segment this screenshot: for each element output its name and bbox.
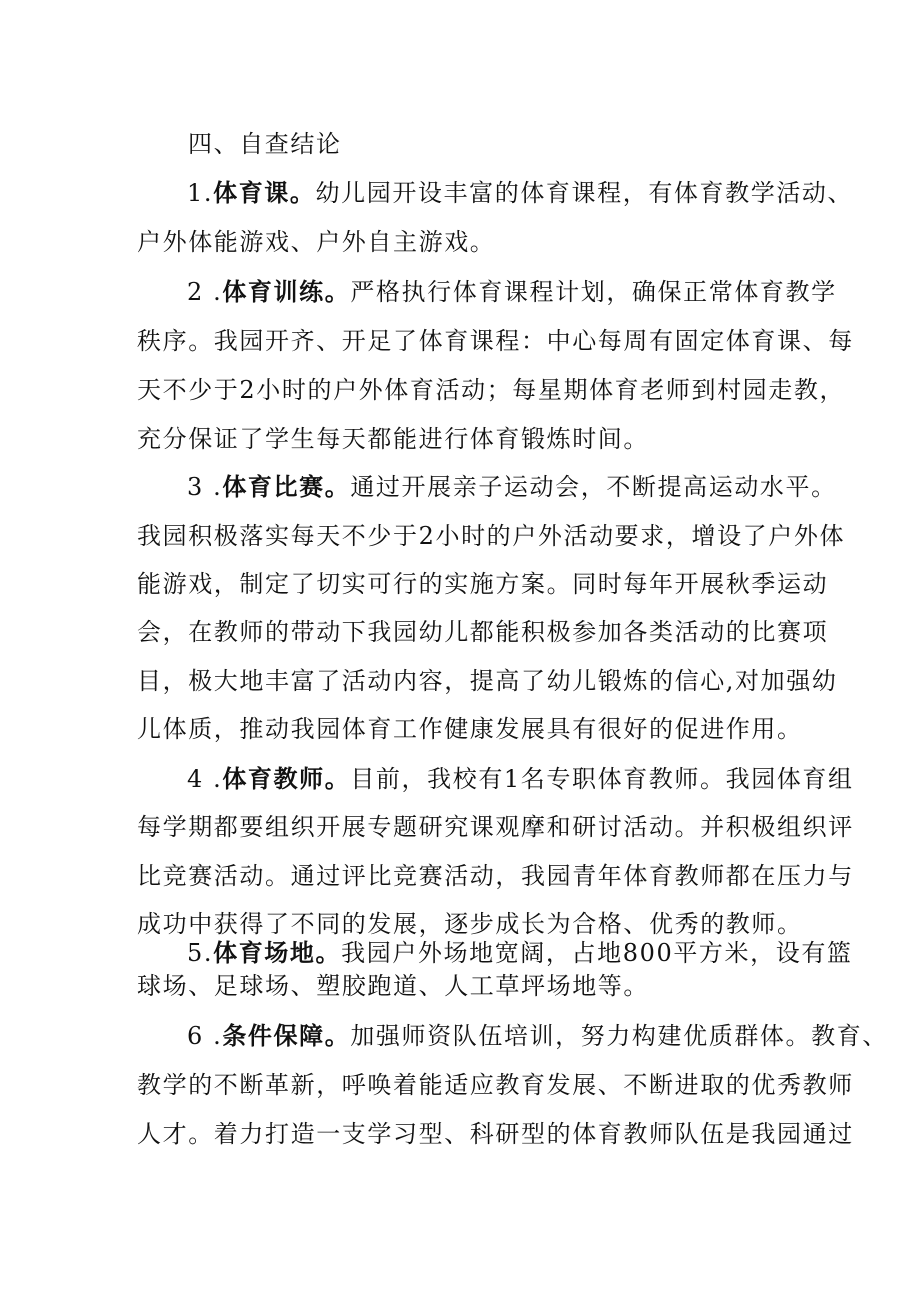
paragraph-1-line-1: 幼儿园开设丰富的体育课程，有体育教学活动、 [315, 179, 854, 207]
paragraph-5-first-line [187, 938, 853, 968]
paragraph-6-line-2: 教学的不断革新，呼唤着能适应教育发展、不断进取的优秀教师 [137, 1071, 854, 1099]
paragraph-3-line-1: 通过开展亲子运动会，不断提高运动水平。 [350, 473, 837, 501]
paragraph-1-number: 1. [187, 179, 214, 207]
paragraph-4-line-1: 目前，我校有1名专职体育教师。我园体育组 [350, 765, 854, 793]
paragraph-4-first-line [187, 764, 854, 794]
paragraph-6-title: 条件保障。 [222, 1021, 351, 1050]
paragraph-6-number: 6 . [187, 1022, 223, 1050]
paragraph-2-number: 2 . [187, 278, 223, 306]
paragraph-4-title: 体育教师。 [222, 764, 351, 793]
paragraph-6-line-1: 加强师资队伍培训，努力构建优质群体。教育、 [350, 1022, 888, 1050]
paragraph-5-number: 5. [187, 939, 214, 967]
paragraph-2-first-line [187, 277, 837, 307]
paragraph-2-title: 体育训练。 [222, 277, 351, 306]
paragraph-5-line-2: 球场、足球场、塑胶跑道、人工草坪场地等。 [137, 972, 649, 1000]
paragraph-1-line-2: 户外体能游戏、户外自主游戏。 [137, 228, 496, 256]
paragraph-4-number: 4 . [187, 765, 223, 793]
paragraph-6-line-3: 人才。着力打造一支学习型、科研型的体育教师队伍是我园通过 [137, 1120, 854, 1148]
paragraph-2-line-1: 严格执行体育课程计划，确保正常体育教学 [350, 278, 837, 306]
paragraph-3-line-4: 会，在教师的带动下我园幼儿都能积极参加各类活动的比赛项 [137, 618, 829, 646]
paragraph-3-line-5: 目，极大地丰富了活动内容，提高了幼儿锻炼的信心,对加强幼 [137, 667, 838, 695]
paragraph-1-first-line [187, 178, 853, 208]
paragraph-3-title: 体育比赛。 [222, 472, 351, 501]
paragraph-2-line-4: 充分保证了学生每天都能进行体育锻炼时间。 [137, 425, 649, 453]
paragraph-6-first-line [187, 1021, 888, 1051]
paragraph-4-line-4: 成功中获得了不同的发展，逐步成长为合格、优秀的教师。 [137, 910, 803, 938]
paragraph-2-line-3: 天不少于2小时的户外体育活动；每星期体育老师到村园走教， [137, 376, 846, 404]
paragraph-4-line-2: 每学期都要组织开展专题研究课观摩和研讨活动。并积极组织评 [137, 813, 854, 841]
paragraph-3-line-2: 我园积极落实每天不少于2小时的户外活动要求，增设了户外体 [137, 522, 846, 550]
paragraph-2-line-2: 秩序。我园开齐、开足了体育课程：中心每周有固定体育课、每 [137, 327, 854, 355]
section-heading: 四、自查结论 [188, 130, 342, 158]
paragraph-3-number: 3 . [187, 473, 223, 501]
paragraph-3-line-3: 能游戏，制定了切实可行的实施方案。同时每年开展秋季运动 [137, 570, 829, 598]
paragraph-1-title: 体育课。 [213, 178, 316, 207]
paragraph-5-line-1: 我园户外场地宽阔，占地800平方米，设有篮 [341, 939, 853, 967]
paragraph-3-first-line [187, 472, 837, 502]
paragraph-4-line-3: 比竞赛活动。通过评比竞赛活动，我园青年体育教师都在压力与 [137, 862, 854, 890]
paragraph-5-title: 体育场地。 [213, 938, 342, 967]
paragraph-3-line-6: 儿体质，推动我园体育工作健康发展具有很好的促进作用。 [137, 715, 803, 743]
